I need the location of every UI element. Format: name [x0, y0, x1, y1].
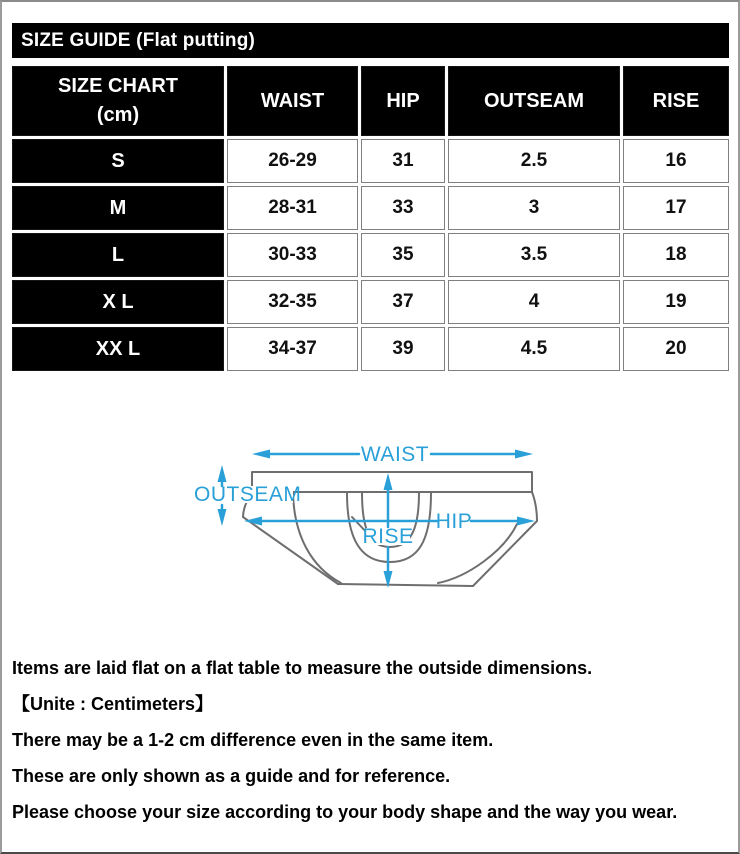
waist-value: 26-29: [227, 139, 358, 183]
table-row-xl: [12, 280, 729, 324]
outseam-value: 4: [448, 280, 620, 324]
rise-value: 16: [623, 139, 729, 183]
measurement-diagram: [188, 438, 550, 594]
table-row-l: [12, 233, 729, 277]
briefs-bottom-edge: [338, 584, 473, 586]
size-label: M: [12, 186, 224, 230]
header-cell-hip: HIP: [361, 66, 445, 136]
outseam-value: 3.5: [448, 233, 620, 277]
size-label: X L: [12, 280, 224, 324]
rise-value: 20: [623, 327, 729, 371]
note-line: 【Unite : Centimeters】: [12, 694, 214, 714]
header-cell-outseam: OUTSEAM: [448, 66, 620, 136]
table-row-xxl: [12, 327, 729, 371]
waist-label: WAIST: [360, 443, 430, 466]
rise-label: RISE: [362, 525, 414, 548]
size-guide-title-bar: [12, 23, 729, 58]
table-row-s: [12, 139, 729, 183]
size-label: XX L: [12, 327, 224, 371]
waist-value: 34-37: [227, 327, 358, 371]
size-chart-table: [9, 63, 732, 374]
waist-value: 32-35: [227, 280, 358, 324]
size-chart-title-line1: SIZE CHART: [58, 75, 178, 97]
outseam-value: 3: [448, 186, 620, 230]
hip-value: 35: [361, 233, 445, 277]
outseam-value: 2.5: [448, 139, 620, 183]
size-chart-title-line2: (cm): [96, 104, 140, 126]
header-cell-size-chart: [12, 66, 224, 136]
note-line: These are only shown as a guide and for reference.: [12, 766, 451, 786]
briefs-right-edge: [473, 492, 537, 586]
rise-value: 18: [623, 233, 729, 277]
waist-value: 28-31: [227, 186, 358, 230]
hip-value: 37: [361, 280, 445, 324]
note-line: There may be a 1-2 cm difference even in the same item.: [12, 730, 494, 750]
page-title: SIZE GUIDE (Flat putting): [21, 30, 256, 51]
outseam-value: 4.5: [448, 327, 620, 371]
rise-value: 19: [623, 280, 729, 324]
size-label: S: [12, 139, 224, 183]
waist-value: 30-33: [227, 233, 358, 277]
rise-value: 17: [623, 186, 729, 230]
outseam-label: OUTSEAM: [194, 483, 302, 506]
notes-block: [12, 650, 720, 830]
hip-value: 39: [361, 327, 445, 371]
size-label: L: [12, 233, 224, 277]
hip-label: HIP: [435, 510, 473, 533]
note-line: Items are laid flat on a flat table to measure the outside dimensions.: [12, 658, 593, 678]
hip-value: 31: [361, 139, 445, 183]
table-header-row: [12, 66, 729, 136]
header-cell-waist: WAIST: [227, 66, 358, 136]
header-cell-rise: RISE: [623, 66, 729, 136]
hip-value: 33: [361, 186, 445, 230]
measurement-arrows: [218, 450, 536, 589]
table-row-m: [12, 186, 729, 230]
note-line: Please choose your size according to your body shape and the way you wear.: [12, 802, 678, 822]
